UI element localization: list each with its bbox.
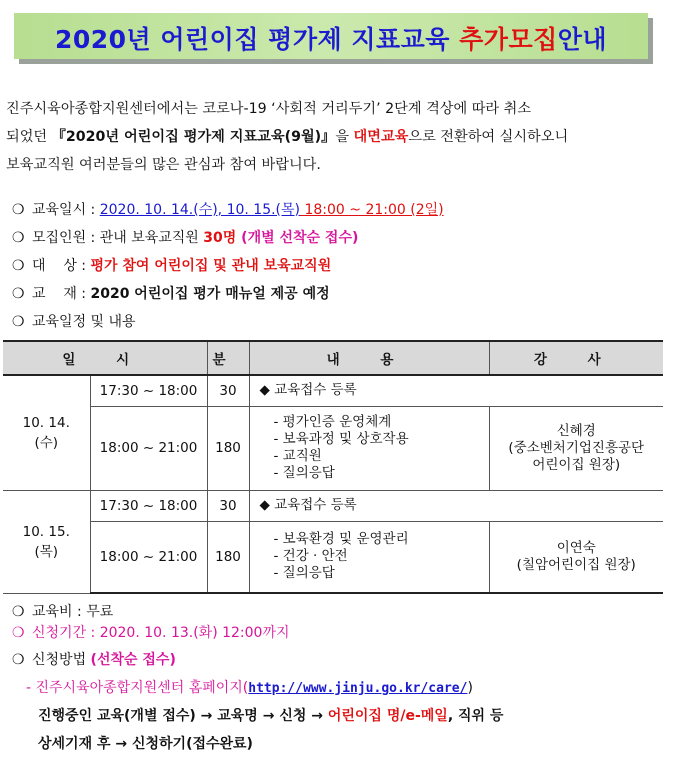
- intro-line-1: 진주시육아종합지원센터에서는 코로나-19 ‘사회적 거리두기’ 2단계 격상에 따라 취소: [6, 101, 532, 117]
- info-label: 교육일정 및 내용: [32, 314, 136, 330]
- info-target-value: 평가 참여 어린이집 및 관내 보육교직원: [90, 258, 332, 274]
- apply-steps-line: [38, 705, 503, 725]
- lecturer-cell: [489, 406, 663, 490]
- table-header: 일 시: [3, 341, 207, 375]
- steps-text: , 직위 등: [447, 708, 504, 724]
- apply-steps-line-2: 상세기재 후 → 신청하기(접수완료): [38, 736, 253, 752]
- intro-line-3: 보육교직원 여러분들의 많은 관심과 참여 바랍니다.: [6, 157, 321, 173]
- info-material-value: 2020 어린이집 평가 매뉴얼 제공 예정: [90, 286, 330, 302]
- info-material: [12, 283, 662, 303]
- steps-text: 진행중인 교육(개별 접수) → 교육명 → 신청 →: [38, 708, 328, 724]
- bullet-icon: ❍: [12, 258, 25, 274]
- lecturer-name: 신혜경: [556, 422, 596, 439]
- table-header: 내 용: [249, 341, 489, 375]
- table-row: [3, 406, 663, 490]
- fee-text: 교육비 : 무료: [32, 604, 114, 620]
- info-method: [12, 649, 662, 669]
- info-period: [12, 622, 662, 642]
- table-header: 분: [207, 341, 249, 375]
- minutes-cell: 30: [207, 490, 249, 521]
- title-part-end: 안내: [557, 25, 608, 54]
- lecturer-name: 이연숙: [556, 539, 596, 556]
- title-banner: [14, 13, 648, 59]
- table-row: [3, 521, 663, 593]
- content-item: - 보육과정 및 상호작용: [273, 431, 409, 447]
- intro-text: 을: [335, 129, 354, 145]
- content-cell: ◆ 교육접수 등록: [249, 375, 663, 406]
- table-row: [3, 375, 663, 406]
- intro-text: 으로 전환하여 실시하오니: [408, 129, 569, 145]
- content-cell: ◆ 교육접수 등록: [249, 490, 663, 521]
- day2-weekday: (목): [34, 543, 59, 560]
- schedule-table: [3, 340, 663, 594]
- minutes-cell: 180: [207, 521, 249, 593]
- steps-highlight: 어린이집 명/e-메일: [327, 708, 448, 724]
- info-date: [12, 199, 662, 219]
- content-item: - 질의응답: [273, 565, 335, 582]
- day1-weekday: (수): [34, 434, 59, 451]
- time-cell: 17:30 ~ 18:00: [90, 490, 207, 521]
- title-part-main: 2020년 어린이집 평가제 지표교육: [54, 25, 460, 54]
- lecturer-cell: [489, 521, 663, 593]
- time-cell: 17:30 ~ 18:00: [90, 375, 207, 406]
- bullet-icon: ❍: [12, 202, 25, 218]
- day2-date-cell: [3, 490, 90, 593]
- table-header: 강 사: [489, 341, 663, 375]
- minutes-cell: 30: [207, 375, 249, 406]
- info-date-value: 2020. 10. 14.(수), 10. 15.(목): [99, 202, 301, 218]
- intro-line-2: [6, 123, 662, 151]
- homepage-line: [26, 677, 473, 697]
- homepage-link[interactable]: http://www.jinju.go.kr/care/: [248, 681, 468, 696]
- title-part-highlight: 추가모집: [459, 25, 558, 54]
- intro-course-name: 『2020년 어린이집 평가제 지표교육(9월)』: [51, 129, 336, 145]
- info-target: [12, 255, 662, 275]
- content-item: - 보육환경 및 운영관리: [273, 531, 409, 548]
- content-item: - 건강 · 안전: [273, 548, 348, 565]
- method-label: 신청방법: [32, 652, 91, 668]
- page-title: [14, 20, 648, 56]
- info-fee: [12, 601, 662, 621]
- info-recruit-count: 30명: [203, 230, 237, 246]
- method-note: (선착순 접수): [90, 652, 176, 668]
- minutes-cell: 180: [207, 406, 249, 490]
- info-label: 교육일시 :: [32, 202, 100, 218]
- bullet-icon: ❍: [12, 652, 25, 668]
- homepage-text: ): [467, 680, 473, 696]
- homepage-text: - 진주시육아종합지원센터 홈페이지(: [26, 680, 249, 696]
- content-cell: [249, 406, 489, 490]
- info-label: 대 상 :: [32, 258, 91, 274]
- info-label: 교 재 :: [32, 286, 91, 302]
- content-cell: [249, 521, 489, 593]
- info-schedule: [12, 311, 662, 331]
- bullet-icon: ❍: [12, 604, 25, 620]
- info-label: 모집인원 : 관내 보육교직원: [32, 230, 204, 246]
- info-recruit-note: (개별 선착순 접수): [236, 230, 359, 246]
- time-cell: 18:00 ~ 21:00: [90, 521, 207, 593]
- info-time-value: 18:00 ~ 21:00 (2일): [300, 202, 444, 218]
- day1-date: 10. 14.: [22, 414, 70, 431]
- day1-date-cell: [3, 375, 90, 490]
- time-cell: 18:00 ~ 21:00: [90, 406, 207, 490]
- content-item: - 평가인증 운영체계: [273, 414, 392, 430]
- bullet-icon: ❍: [12, 286, 25, 302]
- intro-text: 되었던: [6, 129, 52, 145]
- table-row: [3, 490, 663, 521]
- content-item: - 질의응답: [273, 465, 335, 481]
- day2-date: 10. 15.: [22, 523, 70, 540]
- content-item: - 교직원: [273, 448, 322, 464]
- bullet-icon: ❍: [12, 625, 25, 641]
- lecturer-org: (중소벤처기업진흥공단: [508, 439, 645, 456]
- bullet-icon: ❍: [12, 230, 25, 246]
- bullet-icon: ❍: [12, 314, 25, 330]
- lecturer-org: (칠암어린이집 원장): [516, 556, 636, 573]
- lecturer-org: 어린이집 원장): [532, 456, 621, 473]
- intro-highlight: 대면교육: [353, 129, 409, 145]
- table-header-row: [3, 341, 663, 375]
- period-text: 신청기간 : 2020. 10. 13.(화) 12:00까지: [32, 625, 290, 641]
- info-recruit: [12, 227, 662, 247]
- intro-paragraph: [6, 95, 662, 179]
